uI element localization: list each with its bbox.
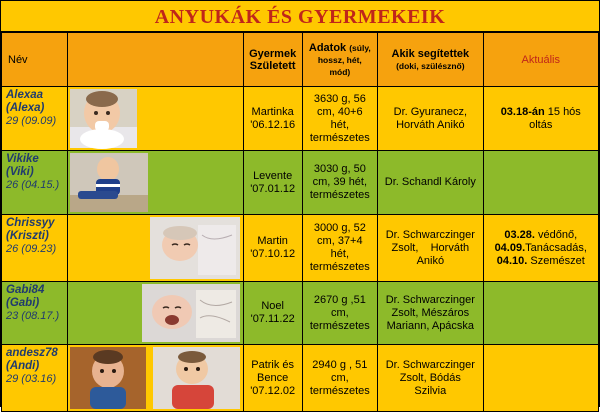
- photo-cell: [67, 345, 243, 412]
- age: 26 (09.23): [6, 243, 57, 255]
- actual-text: Tanácsadás,: [525, 241, 587, 254]
- nick: Vikike: [6, 153, 39, 165]
- data-line: természetes: [309, 189, 370, 201]
- baby-photo: [68, 151, 243, 214]
- photo-cell: [67, 215, 243, 282]
- child-cell: [243, 345, 302, 412]
- baby-photo: [68, 215, 243, 281]
- helper-line: Szilvia: [414, 384, 447, 397]
- helpers-cell: [378, 282, 483, 345]
- data-line: 3000 g, 52: [313, 222, 366, 234]
- page-title: ANYUKÁK ÉS GYERMEKEIK: [1, 1, 599, 32]
- header-adatok: [302, 33, 378, 87]
- nick: andesz78: [6, 347, 58, 359]
- data-line: természetes: [309, 261, 370, 273]
- helper-line: Dr. Gyuranecz,: [393, 105, 467, 118]
- child-name: Patrik és: [251, 358, 295, 371]
- helper-line: Zsolt, Bódás: [399, 371, 461, 384]
- child-cell: [243, 151, 302, 215]
- actual-cell: [483, 87, 599, 151]
- data-cell: [302, 282, 378, 345]
- actual-cell: [483, 282, 599, 345]
- actual-cell: [483, 215, 599, 282]
- data-line: hét,: [330, 118, 350, 131]
- mothers-table: [1, 32, 599, 412]
- real-name: (Andi): [6, 360, 40, 372]
- table-row: [2, 151, 599, 215]
- data-line: cm,: [330, 306, 349, 319]
- data-line: 3630 g, 56: [313, 92, 366, 105]
- helper-line: Zsolt, Mészáros: [391, 306, 470, 319]
- actual-date: 04.10.: [496, 254, 528, 267]
- actual-cell: [483, 345, 599, 412]
- helper-line: Dr. Schwarczinger: [385, 228, 475, 241]
- header-gyermek: [243, 33, 302, 87]
- data-line: természetes: [309, 131, 370, 144]
- data-cell: [302, 87, 378, 151]
- photo-cell: [67, 87, 243, 151]
- data-line: hét,: [330, 248, 350, 260]
- table-row: [2, 282, 599, 345]
- data-line: 2940 g , 51: [312, 358, 368, 371]
- age: 26 (04.15.): [6, 179, 60, 191]
- real-name: (Kriszti): [6, 230, 49, 242]
- header-adatok-small2: hossz, hét,: [317, 54, 362, 65]
- header-adatok-small1: (súly,: [349, 42, 371, 53]
- age: 23 (08.17.): [6, 310, 60, 322]
- child-cell: [243, 215, 302, 282]
- actual-text: Szemészet: [527, 254, 585, 267]
- helper-line: Anikó: [416, 254, 445, 267]
- name-cell: [2, 215, 68, 282]
- table-row: [2, 87, 599, 151]
- child-cell: [243, 87, 302, 151]
- header-segitettek-small: (doki, szülésznő): [396, 60, 465, 71]
- header-aktualis: Aktuális: [483, 33, 599, 87]
- actual-text: védőnő,: [534, 228, 578, 241]
- real-name: (Gabi): [6, 297, 40, 309]
- child-born: '07.01.12: [250, 182, 296, 195]
- child-name: Martinka: [251, 105, 294, 118]
- table-row: [2, 345, 599, 412]
- data-cell: [302, 151, 378, 215]
- helpers-cell: [378, 151, 483, 215]
- helper-line: Horváth Anikó: [396, 118, 465, 131]
- child-name: Bence: [257, 371, 289, 384]
- data-line: cm, 40+6: [317, 105, 363, 118]
- data-line: cm, 37+4: [317, 235, 363, 247]
- data-line: természetes: [309, 319, 370, 332]
- helper-line: Dr. Schandl Károly: [384, 176, 476, 188]
- data-line: természetes: [309, 384, 370, 397]
- header-adatok-small3: mód): [329, 66, 351, 77]
- real-name: (Alexa): [6, 102, 45, 114]
- child-born: '07.12.02: [250, 384, 296, 397]
- header-adatok-main: Adatok: [308, 41, 347, 54]
- name-cell: [2, 151, 68, 215]
- helpers-cell: [378, 215, 483, 282]
- child-name: Noel: [261, 300, 284, 312]
- baby-photo: [68, 87, 243, 150]
- helpers-cell: [378, 345, 483, 412]
- header-segitettek: [378, 33, 483, 87]
- baby-photo: [68, 282, 243, 344]
- helper-line: Zsolt, Horváth: [391, 241, 470, 254]
- actual-date: 03.28.: [504, 228, 535, 241]
- age: 29 (03.16): [6, 373, 57, 385]
- header-gyermek-line2: Született: [249, 59, 296, 72]
- child-name: Levente: [253, 169, 293, 182]
- twins-photo: [68, 345, 243, 411]
- header-row: [2, 33, 599, 87]
- photo-cell: [67, 151, 243, 215]
- actual-cell: [483, 151, 599, 215]
- data-line: cm, 39 hét,: [312, 176, 368, 188]
- data-line: 2670 g ,51: [313, 293, 366, 306]
- helper-line: Dr. Schwarczinger: [385, 293, 475, 306]
- nick: Chrissyy: [6, 217, 55, 229]
- nick: Alexaa: [6, 89, 44, 101]
- photo-cell: [67, 282, 243, 345]
- child-cell: [243, 282, 302, 345]
- header-gyermek-line1: Gyermek: [249, 47, 297, 60]
- actual-text: 15 hós: [544, 105, 581, 118]
- real-name: (Viki): [6, 166, 34, 178]
- age: 29 (09.09): [6, 115, 57, 127]
- helper-line: Dr. Schwarczinger: [385, 358, 475, 371]
- data-line: 3030 g, 50: [313, 163, 366, 175]
- data-cell: [302, 215, 378, 282]
- name-cell: [2, 87, 68, 151]
- nick: Gabi84: [6, 284, 45, 296]
- actual-date: 04.09.: [494, 241, 526, 254]
- child-born: '07.11.22: [250, 313, 295, 325]
- actual-text: oltás: [529, 118, 553, 131]
- helper-line: Mariann, Apácska: [386, 319, 475, 332]
- child-born: '07.10.12: [250, 248, 296, 260]
- header-nev: Név: [2, 33, 68, 87]
- child-name: Martin: [257, 235, 288, 247]
- header-photo: [67, 33, 243, 87]
- header-segitettek-main: Akik segítettek: [391, 47, 470, 60]
- actual-date: 03.18-án: [500, 105, 545, 118]
- name-cell: [2, 282, 68, 345]
- data-line: cm,: [330, 371, 349, 384]
- helpers-cell: [378, 87, 483, 151]
- data-cell: [302, 345, 378, 412]
- table-row: [2, 215, 599, 282]
- name-cell: [2, 345, 68, 412]
- child-born: '06.12.16: [250, 118, 296, 131]
